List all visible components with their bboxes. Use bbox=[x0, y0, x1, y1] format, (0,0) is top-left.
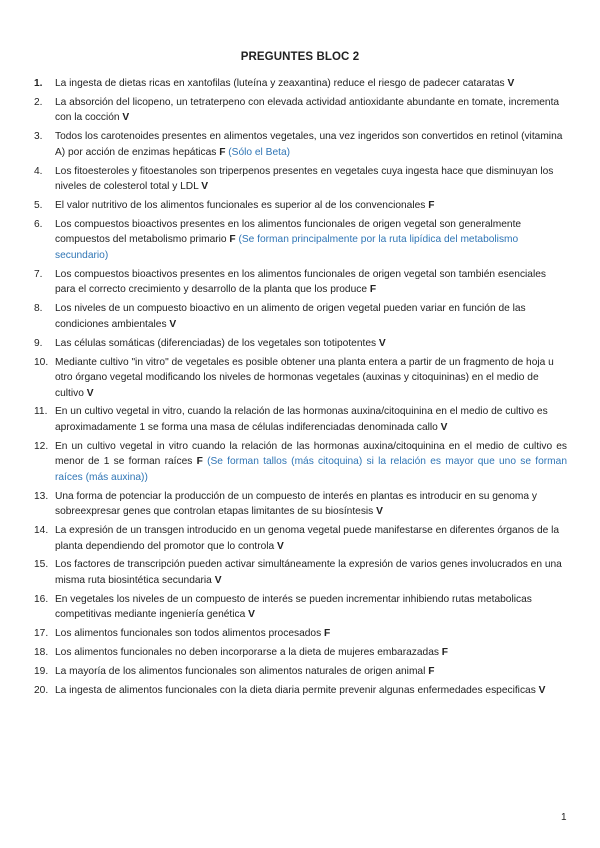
answer-mark: F bbox=[324, 628, 331, 640]
question-number: 9. bbox=[34, 337, 43, 349]
correction-note: (Sólo el Beta) bbox=[225, 146, 291, 158]
question-number: 12. bbox=[34, 440, 49, 452]
question-number: 13. bbox=[34, 490, 49, 502]
question-number: 7. bbox=[34, 268, 43, 280]
question-number: 17. bbox=[34, 628, 49, 640]
question-item-6 bbox=[34, 217, 567, 264]
question-text: Todos los carotenoides presentes en alimentos vegetales, una vez ingeridos son convertidos en retinol (vitamina A) por acción de enzimas hepáticas bbox=[55, 131, 563, 158]
question-number: 3. bbox=[34, 131, 43, 143]
page-title: PREGUNTES BLOC 2 bbox=[240, 51, 360, 63]
question-text: Las células somáticas (diferenciadas) de los vegetales son totipotentes bbox=[55, 337, 379, 349]
question-item-4 bbox=[34, 164, 567, 195]
question-text: La ingesta de dietas ricas en xantofilas (luteína y zeaxantina) reduce el riesgo de padecer cataratas bbox=[55, 78, 508, 89]
question-number: 20. bbox=[34, 684, 49, 696]
answer-mark: V bbox=[440, 421, 448, 433]
question-text: La absorción del licopeno, un tetraterpeno con elevada actividad antioxidante abundante en tomate, incrementa con la cocción bbox=[55, 96, 560, 124]
answer-mark: F bbox=[196, 456, 203, 468]
question-number: 6. bbox=[34, 218, 43, 230]
question-item-13 bbox=[34, 489, 567, 520]
answer-mark: V bbox=[86, 387, 94, 399]
question-number: 1. bbox=[34, 78, 43, 89]
correction-note: (Se forman principalmente por la ruta lipídica del metabolismo secundario) bbox=[55, 234, 519, 261]
question-item-20 bbox=[34, 683, 567, 699]
question-text: Los fitoesteroles y fitoestanoles son triperpenos presentes en vegetales cuya ingesta hace que disminuyan los niveles de colesterol total y LDL bbox=[55, 165, 554, 193]
question-number: 2. bbox=[34, 96, 43, 108]
answer-mark: V bbox=[277, 540, 284, 552]
question-number: 10. bbox=[34, 356, 49, 368]
question-number: 18. bbox=[34, 647, 49, 659]
question-text: La ingesta de alimentos funcionales con la dieta diaria permite prevenir algunas enfermedades especificas bbox=[55, 684, 539, 696]
question-text: Mediante cultivo "in vitro" de vegetales es posible obtener una planta entera a partir de un fragmento de hoja u otro órgano vegetal modificando los niveles de hormonas vegetales (auxinas y citoquininas) en el medio de cultivo bbox=[55, 356, 554, 399]
answer-mark: F bbox=[428, 200, 435, 212]
question-text: En vegetales los niveles de un compuesto de interés se pueden incrementar inhibiendo rutas metabolicas competitivas mediante ingeniería genética bbox=[55, 593, 532, 621]
page-number: 1 bbox=[561, 812, 567, 823]
question-item-8 bbox=[34, 301, 567, 332]
question-list bbox=[34, 76, 567, 702]
question-number: 8. bbox=[34, 303, 43, 315]
question-item-1 bbox=[34, 76, 567, 92]
question-number: 14. bbox=[34, 525, 49, 537]
answer-mark: V bbox=[378, 337, 386, 349]
question-item-19 bbox=[34, 664, 567, 680]
answer-mark: F bbox=[369, 284, 377, 296]
question-text: El valor nutritivo de los alimentos funcionales es superior al de los convencionales bbox=[55, 200, 429, 212]
question-number: 19. bbox=[34, 666, 49, 678]
question-number: 11. bbox=[34, 406, 48, 418]
question-item-14 bbox=[34, 523, 567, 554]
question-text: Los alimentos funcionales no deben incorporarse a la dieta de mujeres embarazadas bbox=[55, 647, 442, 659]
answer-mark: V bbox=[538, 684, 546, 696]
question-text: Una forma de potenciar la producción de un compuesto de interés en plantas es introducir en su genoma y sobreexpresar genes que controlan etapas limitantes de su biosíntesis bbox=[55, 490, 537, 518]
question-item-15 bbox=[34, 557, 567, 588]
answer-mark: V bbox=[122, 112, 130, 124]
question-text: En un cultivo vegetal in vitro cuando la relación de las hormonas auxina/citoquinina en el medio de cultivo es menor de 1 se forman raíces bbox=[55, 440, 567, 468]
question-item-5 bbox=[34, 198, 567, 214]
question-number: 4. bbox=[34, 165, 43, 177]
question-text: Los compuestos bioactivos presentes en los alimentos funcionales de origen vegetal son generalmente compuestos del metabolismo primario bbox=[55, 218, 522, 246]
question-number: 5. bbox=[34, 200, 43, 212]
question-text: La mayoría de los alimentos funcionales son alimentos naturales de origen animal bbox=[55, 666, 429, 678]
question-item-9 bbox=[34, 336, 567, 352]
answer-mark: V bbox=[248, 609, 255, 621]
question-item-16 bbox=[34, 592, 567, 623]
question-item-3 bbox=[34, 129, 567, 160]
answer-mark: F bbox=[441, 647, 449, 659]
question-number: 15. bbox=[34, 559, 49, 571]
question-number: 16. bbox=[34, 593, 49, 605]
answer-mark: F bbox=[229, 234, 236, 246]
question-text: En un cultivo vegetal in vitro, cuando la relación de las hormonas auxina/citoquinina en el medio de cultivo es aproximadamente 1 se forma una masa de células indiferenciadas denominada callo bbox=[55, 406, 548, 433]
question-item-17 bbox=[34, 626, 567, 642]
answer-mark: V bbox=[201, 181, 209, 193]
answer-mark: V bbox=[169, 318, 177, 330]
question-text: La expresión de un transgen introducido en un genoma vegetal puede manifestarse en diferentes órganos de la planta dependiendo del promotor que lo controla bbox=[55, 525, 560, 552]
answer-mark: F bbox=[428, 666, 435, 678]
question-item-18 bbox=[34, 645, 567, 661]
question-item-12 bbox=[34, 439, 567, 486]
answer-mark: V bbox=[376, 506, 383, 518]
answer-mark: F bbox=[219, 146, 226, 158]
question-item-2 bbox=[34, 95, 567, 126]
answer-mark: V bbox=[214, 574, 222, 586]
question-item-11 bbox=[34, 404, 567, 435]
question-text: Los compuestos bioactivos presentes en los alimentos funcionales de origen vegetal son también esenciales para el correcto crecimiento y desarrollo de la planta que los produce bbox=[55, 268, 546, 296]
question-item-10 bbox=[34, 355, 567, 402]
question-text: Los factores de transcripción pueden activar simultáneamente la expresión de varios genes involucrados en una misma ruta biosintética secundaria bbox=[55, 559, 562, 586]
question-text: Los alimentos funcionales son todos alimentos procesados bbox=[55, 628, 324, 640]
correction-note: (Se forman tallos (más citoquina) si la relación es mayor que uno se forman raíces (más auxina)) bbox=[55, 456, 567, 483]
answer-mark: V bbox=[507, 78, 515, 89]
question-text: Los niveles de un compuesto bioactivo en un alimento de origen vegetal pueden variar en función de las condiciones ambientales bbox=[55, 303, 526, 330]
question-item-7 bbox=[34, 267, 567, 298]
